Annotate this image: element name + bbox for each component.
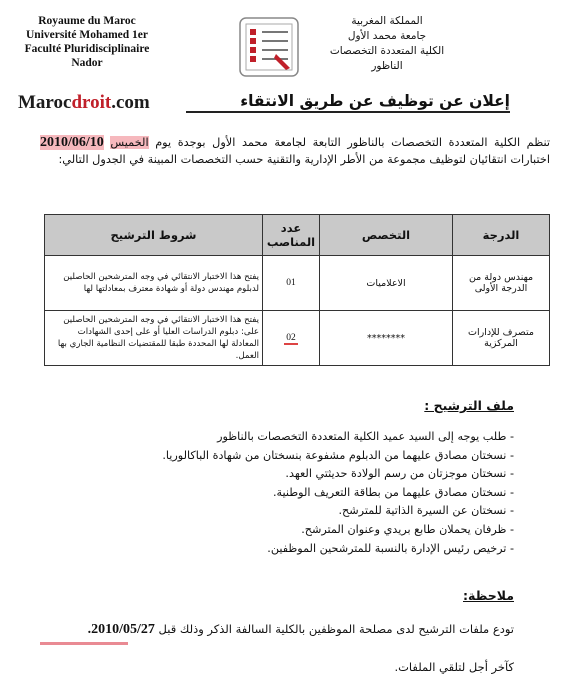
list-item: - نسختان عن السيرة الذاتية للمترشح. bbox=[40, 502, 514, 521]
header-specialty: التخصص bbox=[320, 215, 453, 256]
cell-grade: متصرف للإدارات المركزية bbox=[453, 311, 550, 366]
header-positions: عدد المناصب bbox=[263, 215, 320, 256]
positions-table bbox=[44, 214, 550, 366]
list-item: - طلب يوجه إلى السيد عميد الكلية المتعددة التخصصات بالناظور bbox=[40, 428, 514, 447]
note-text: تودع ملفات الترشيح لدى مصلحة الموظفين بالكلية السالفة الذكر وذلك قبل bbox=[158, 622, 514, 636]
header-ar-line: جامعة محمد الأول bbox=[347, 30, 427, 42]
cell-conditions: يفتح هذا الاختبار الانتقائي في وجه المترشحين الحاصلين لدبلوم مهندس دولة أو شهادة معترف بمعادلتها لها bbox=[45, 256, 263, 311]
header-fr-line: Nador bbox=[71, 57, 103, 69]
cell-specialty: الاعلاميات bbox=[320, 256, 453, 311]
intro-text: اختبارات انتقائيان لتوظيف مجموعة من الأطر الإدارية والتقنية حسب التخصصات المبينة في الجدول التالي: bbox=[58, 153, 550, 166]
table-row bbox=[45, 311, 550, 366]
cell-grade: مهندس دولة من الدرجة الأولى bbox=[453, 256, 550, 311]
intro-paragraph bbox=[40, 134, 550, 168]
note-section-title: ملاحظة: bbox=[463, 588, 514, 603]
header-fr-line: Université Mohamed 1er bbox=[26, 29, 148, 41]
intro-date: 2010/06/10 bbox=[40, 135, 104, 150]
university-logo-icon bbox=[236, 14, 302, 80]
note-paragraph bbox=[40, 622, 514, 638]
header-french bbox=[8, 14, 166, 70]
header-conditions: شروط الترشيح bbox=[45, 215, 263, 256]
note-deadline: 2010/05/27. bbox=[87, 622, 155, 637]
cell-conditions: يفتح هذا الاختبار الانتقائي في وجه المترشحين الحاصلين على: دبلوم الدراسات العليا أو على إحدى الشهادات المعادلة لها المحددة طبقا للمقتضيات النظامية الجاري بها العمل. bbox=[45, 311, 263, 366]
table-row bbox=[45, 256, 550, 311]
cell-positions bbox=[263, 311, 320, 366]
list-item: - نسختان موجزتان من رسم الولادة حديثتي العهد. bbox=[40, 465, 514, 484]
header-fr-line: Faculté Pluridisciplinaire bbox=[24, 43, 150, 55]
header-ar-line: الناظور bbox=[371, 60, 403, 72]
brand-part: Maroc bbox=[18, 92, 72, 113]
cell-specialty: ******** bbox=[320, 311, 453, 366]
list-item: - ترخيص رئيس الإدارة بالنسبة للمترشحين الموظفين. bbox=[40, 540, 514, 559]
list-item: - نسختان مصادق عليهما من الدبلوم مشفوعة بنسختان من شهادة الباكالوريا. bbox=[40, 447, 514, 466]
deadline-highlight-bar bbox=[40, 642, 128, 645]
brand-logo bbox=[18, 92, 150, 114]
brand-part-accent: droit bbox=[71, 92, 112, 113]
header-grade: الدرجة bbox=[453, 215, 550, 256]
header-ar-line: الكلية المتعددة التخصصات bbox=[329, 45, 445, 57]
list-item: - نسختان مصادق عليهما من بطاقة التعريف الوطنية. bbox=[40, 484, 514, 503]
positions-value: 02 bbox=[286, 333, 296, 343]
brand-part: .com bbox=[111, 92, 150, 113]
intro-day: الخميس bbox=[110, 136, 149, 149]
header-arabic bbox=[312, 14, 462, 74]
cell-positions: 01 bbox=[263, 256, 320, 311]
intro-text: تنظم الكلية المتعددة التخصصات بالناظور التابعة لجامعة محمد الأول بوجدة يوم bbox=[155, 136, 551, 149]
header-ar-line: المملكة المغربية bbox=[351, 15, 423, 27]
file-section-title: ملف الترشيح : bbox=[424, 398, 514, 413]
list-item: - ظرفان يحملان طابع بريدي وعنوان المترشح. bbox=[40, 521, 514, 540]
header-fr-line: Royaume du Maroc bbox=[38, 15, 136, 27]
requirements-list bbox=[40, 428, 514, 558]
closing-line: كآخر أجل لتلقي الملفات. bbox=[394, 660, 514, 674]
table-header-row bbox=[45, 215, 550, 256]
page-title: إعلان عن توظيف عن طريق الانتقاء bbox=[186, 92, 510, 113]
